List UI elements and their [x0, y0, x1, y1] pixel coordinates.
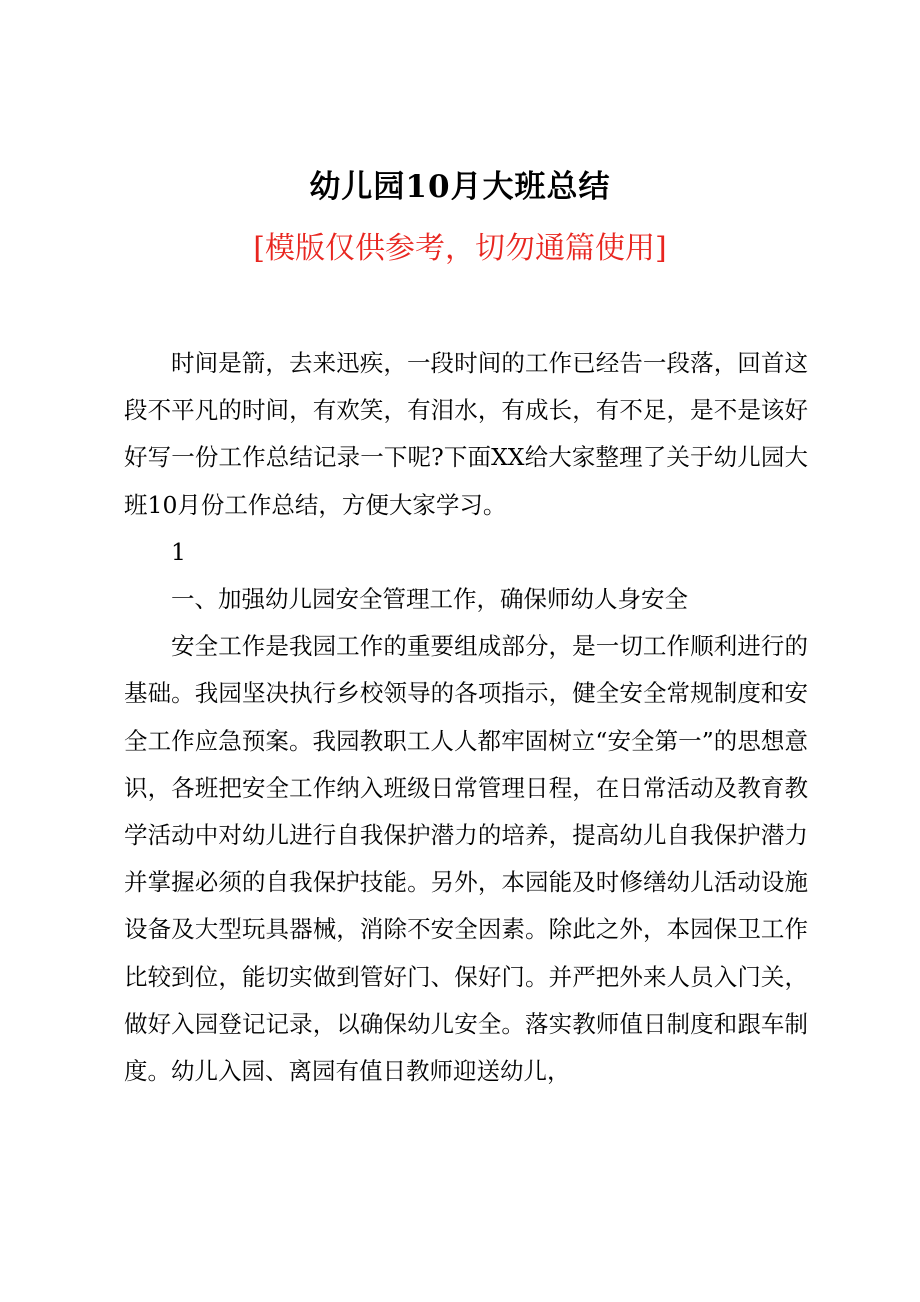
document-body [124, 340, 808, 1095]
template-notice: [模版仅供参考，切勿通篇使用] [253, 231, 667, 266]
intro-paragraph: 时间是箭，去来迅疾，一段时间的工作已经告一段落，回首这段不平凡的时间，有欢笑，有泪水，有成长，有不足，是不是该好好写一份工作总结记录一下呢?下面XX给大家整理了关于幼儿园大班10月份工作总结，方便大家学习。 [124, 349, 808, 519]
section-number: 1 [171, 537, 186, 566]
body-paragraph: 安全工作是我园工作的重要组成部分，是一切工作顺利进行的基础。我园坚决执行乡校领导的各项指示，健全安全常规制度和安全工作应急预案。我园教职工人人都牢固树立“安全第一”的思想意识，各班把安全工作纳入班级日常管理日程，在日常活动及教育教学活动中对幼儿进行自我保护潜力的培养，提高幼儿自我保护潜力并掌握必须的自我保护技能。另外，本园能及时修缮幼儿活动设施设备及大型玩具器械，消除不安全因素。除此之外，本园保卫工作比较到位，能切实做到管好门、保好门。并严把外来人员入门关，做好入园登记记录，以确保幼儿安全。落实教师值日制度和跟车制度。幼儿入园、离园有值日教师迎送幼儿， [124, 632, 808, 1086]
section-heading: 一、加强幼儿园安全管理工作，确保师幼人身安全 [171, 585, 688, 614]
document-title: 幼儿园10月大班总结 [309, 169, 611, 205]
